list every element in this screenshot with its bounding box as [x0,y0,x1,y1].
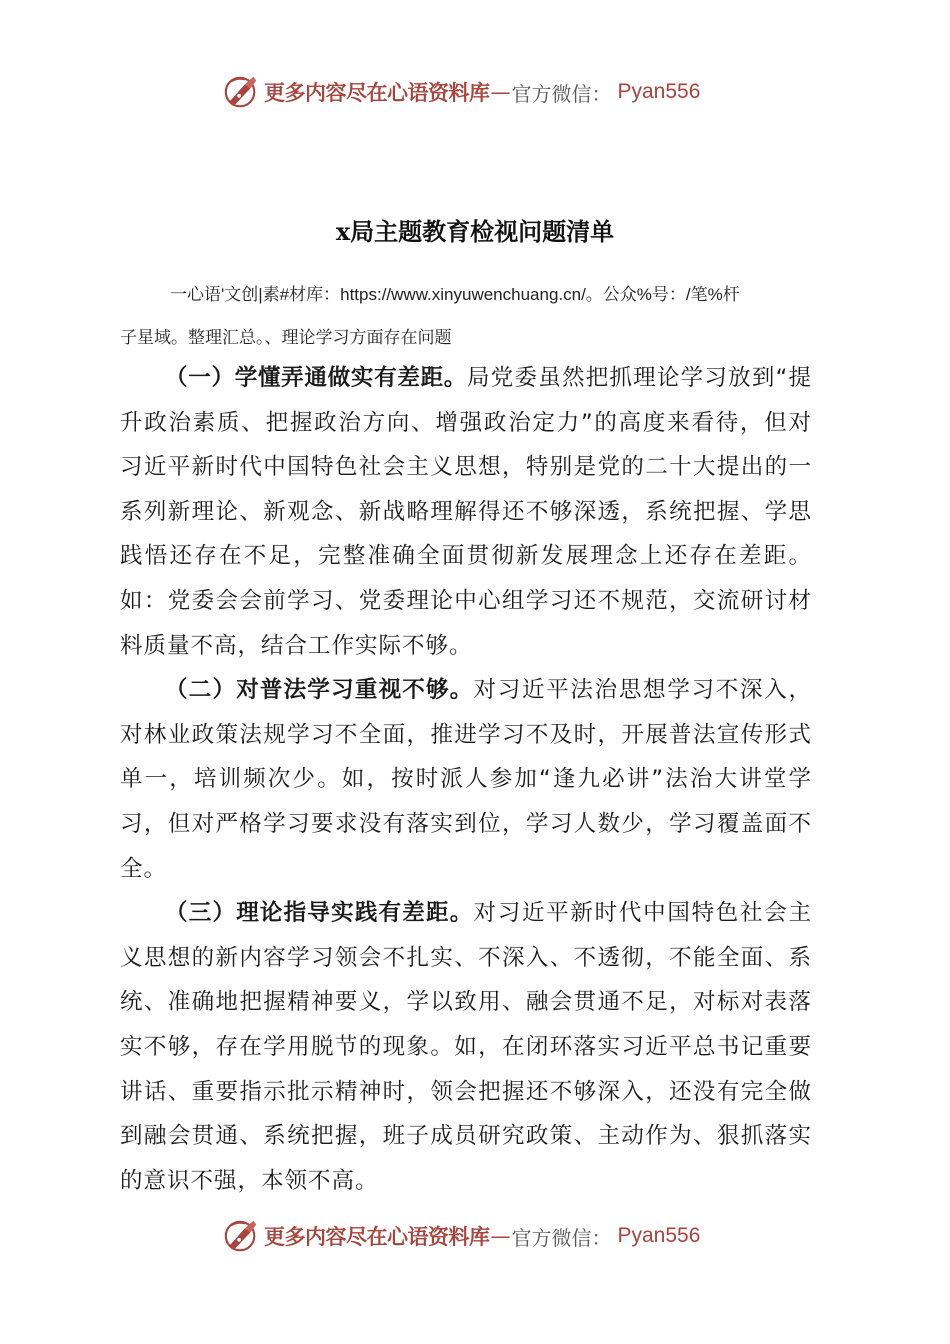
banner-wechat-handle: Pyan556 [617,80,701,103]
banner-wechat-label: 官方微信： [511,1225,612,1250]
paragraph-1-text: 局党委虽然把抓理论学习放到“提升政治素质、把握政治方向、增强政治定力”的高度来看待，但对习近平新时代中国特色社会主义思想，特别是党的二十大提出的一系列新理论、新观念、新战略理解得还不够深透，系统把握、学思践悟还存在不足，完整准确全面贯彻新发展理念上还存在差距。如：党委会会前学习、党委理论中心组学习还不规范，交流研讨材料质量不高，结合工作实际不够。 [120,365,812,659]
paragraph-1 [120,356,812,668]
banner-dash: — [490,1224,511,1248]
paragraph-2 [120,668,812,891]
watermark-banner-bottom [222,1216,700,1256]
source-note-line-1: 一心语'文创|素#材库：https://www.xinyuwenchuang.cn/。公众%号：/笔%杆 [170,285,740,304]
banner-dash: — [490,80,511,104]
watermark-banner-top [222,72,700,112]
paragraph-3-heading: （三）理论指导实践有差距。 [165,900,474,927]
banner-main-text: 更多内容尽在心语资料库 [264,80,490,105]
paragraph-1-heading: （一）学懂弄通做实有差距。 [165,365,468,391]
document-body [120,356,812,1203]
paragraph-2-heading: （二）对普法学习重视不够。 [165,677,474,704]
source-note-line-2: 子星域。整理汇总。、理论学习方面存在问题 [120,328,452,347]
paragraph-2-text: 对习近平法治思想学习不深入，对林业政策法规学习不全面，推进学习不及时，开展普法宣传形式单一，培训频次少。如，按时派人参加“逢九必讲”法治大讲堂学习，但对严格学习要求没有落实到位，学习人数少，学习覆盖面不全。 [120,677,812,882]
paragraph-3-text: 对习近平新时代中国特色社会主义思想的新内容学习领会不扎实、不深入、不透彻，不能全面、系统、准确地把握精神要义，学以致用、融会贯通不足，对标对表落实不够，存在学用脱节的现象。如，在闭环落实习近平总书记重要讲话、重要指示批示精神时，领会把握还不够深入，还没有完全做到融会贯通、系统把握，班子成员研究政策、主动作为、狠抓落实的意识不强，本领不高。 [120,900,812,1194]
pen-nib-logo-icon [222,1217,260,1255]
banner-wechat-handle: Pyan556 [617,1224,701,1247]
banner-main-text: 更多内容尽在心语资料库 [264,1224,490,1249]
paragraph-3 [120,891,812,1203]
banner-wechat-label: 官方微信： [511,81,612,106]
pen-nib-logo-icon [222,73,260,111]
document-title: x局主题教育检视问题清单 [335,217,615,246]
